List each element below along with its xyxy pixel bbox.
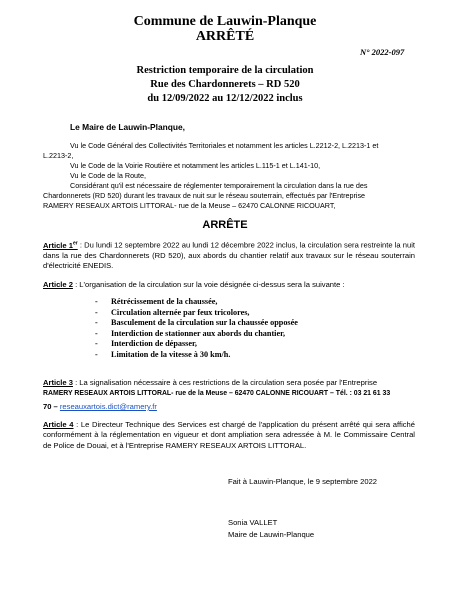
list-item: - Rétrécissement de la chaussée, [95,297,218,306]
email-link[interactable]: reseauxartois.dict@ramery.fr [59,402,157,411]
subject-line-1: Restriction temporaire de la circulation [136,65,314,76]
article-2 [43,280,415,290]
article-3-label: Article 3 [43,378,73,387]
arrete-heading: ARRÊTE [202,219,248,231]
list-item: - Basculement de la circulation sur la chaussée opposée [95,318,298,327]
article-3-line-1: Article 3 : La signalisation nécessaire à ces restrictions de la circulation sera posée par l'Entreprise [43,378,378,387]
vu-code-route: Vu le Code de la Route, [70,171,147,180]
considerant-line-3: RAMERY RESEAUX ARTOIS LITTORAL- rue de la Meuse – 62470 CALONNE RICOUART, [43,201,336,210]
article-4-text: : Le Directeur Technique des Services est chargé de l'application du présent arrêté qui sera affiché conformément à la réglementation en vigueur et dont ampliation sera adressée à M. le Commissaire Central de Police de Douai, et à l'Entreprise RAMERY RESEAUX ARTOIS LITTORAL. [43,420,416,450]
article-1-text: : Du lundi 12 septembre 2022 au lundi 12 décembre 2022 inclus, la circulation sera restreinte la nuit dans la rue des Chardonnerets (RD 520), aux abords du chantier relatif aux travaux sur le réseau souterrain d'électricité ENEDIS. [43,240,416,271]
vu-cgct-line-2: L.2213-2, [43,151,74,160]
place-date: Fait à Lauwin-Planque, le 9 septembre 2022 [228,477,378,486]
list-item: - Interdiction de dépasser, [95,339,197,348]
traffic-measures-list [95,297,298,360]
mayor-heading: Le Maire de Lauwin-Planque, [70,122,185,132]
signatory-name: Sonia VALLET [228,518,278,527]
list-item: - Interdiction de stationner aux abords du chantier, [95,328,286,338]
signatory-role: Maire de Lauwin-Planque [228,530,315,539]
vu-voirie: Vu le Code de la Voirie Routière et notamment les articles L.115-1 et L.141-10, [70,161,321,170]
considerant-line-1: Considérant qu'il est nécessaire de réglementer temporairement la circulation dans la rue des [70,181,368,190]
arrete-number: N° 2022-097 [360,47,405,57]
article-4-label: Article 4 [43,420,74,429]
article-2-label: Article 2 [43,280,73,289]
document-type-title: ARRÊTÉ [195,29,255,44]
vu-cgct-line-1: Vu le Code Général des Collectivités Territoriales et notamment les articles L.2212-2, L.2213-1 et [70,141,379,150]
considerant-line-2: Chardonnerets (RD 520) durant les travaux de nuit sur le réseau souterrain, effectués par l'Entreprise [43,191,366,200]
article-4 [43,420,415,451]
list-item: - Circulation alternée par feux tricolores, [95,307,250,317]
article-3-company: RAMERY RESEAUX ARTOIS LITTORAL- rue de la Meuse – 62470 CALONNE RICOUART – Tél. : 03 21 61 33 [43,390,391,397]
article-3-line-3: 70 – reseauxartois.dict@ramery.fr [43,402,157,411]
list-item: - Limitation de la vitesse à 30 km/h. [95,349,231,359]
commune-title: Commune de Lauwin-Planque [133,14,317,29]
article-2-text: : L'organisation de la circulation sur la voie désignée ci-dessus sera la suivante : [72,280,345,289]
article-1 [43,238,415,272]
article-1-label: Article 1er [43,240,78,250]
subject-line-3: du 12/09/2022 au 12/12/2022 inclus [147,93,303,104]
subject-line-2: Rue des Chardonnerets – RD 520 [150,79,300,90]
